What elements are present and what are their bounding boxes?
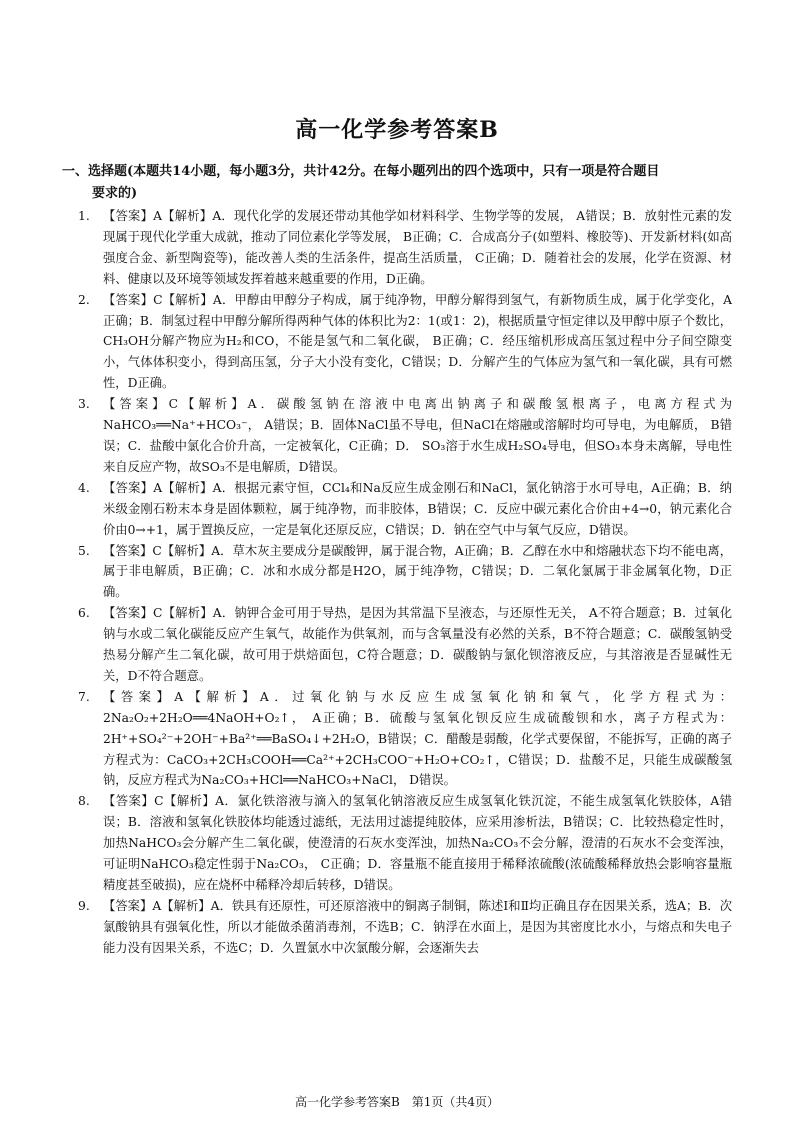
item-text: 【答案】A【解析】A．铁具有还原性，可还原溶液中的铜离子制铜，陈述Ⅰ和Ⅱ均正确且存在因果关系，选A；B．次氯酸钠具有强氧化性，所以才能做杀菌消毒剂，不选B；C．钠浮在水面上，是因为其密度比水小，与熔点和失电子能力没有因果关系，不选C；D．久置氯水中次氯酸分解，会逐渐失去 bbox=[103, 898, 732, 955]
answer-item-2 bbox=[78, 290, 732, 395]
item-number: 9. bbox=[78, 898, 90, 913]
item-number: 6. bbox=[78, 606, 90, 621]
item-text: 【答案】C【解析】A．氯化铁溶液与滴入的氢氧化钠溶液反应生成氢氧化铁沉淀，不能生成氢氧化铁胶体，A错误；B．溶液和氢氧化铁胶体均能透过滤纸，无法用过滤提纯胶体，应采用渗析法，B错误；C．比较热稳定性时，加热NaHCO₃会分解产生二氧化碳，使澄清的石灰水变浑浊，加热Na₂CO₃不会分解，澄清的石灰水不会变浑浊，可证明NaHCO₃稳定性弱于Na₂CO₃， C正确；D．容量瓶不能直接用于稀释浓硫酸(浓硫酸稀释放热会影响容量瓶精度甚至破损)，应在烧杯中稀释冷却后转移，D错误。 bbox=[103, 794, 732, 892]
item-number: 7. bbox=[78, 689, 90, 704]
item-number: 8. bbox=[78, 794, 90, 809]
item-text: 【答案】C【解析】A．碳酸氢钠在溶液中电离出钠离子和碳酸氢根离子，电离方程式为NaHCO₃══Na⁺+HCO₃⁻， A错误；B．固体NaCl虽不导电，但NaCl在熔融或溶解时均可导电，为电解质， B错误；C．盐酸中氯化合价升高，一定被氧化，C正确；D． SO₃溶于水生成H₂SO₄导电，但SO₃本身未离解，导电性来自反应产物，故SO₃不是电解质，D错误。 bbox=[103, 397, 732, 474]
item-text: 【答案】A【解析】A．过氧化钠与水反应生成氢氧化钠和氧气，化学方程式为：2Na₂O₂+2H₂O══4NaOH+O₂↑， A正确；B．硫酸与氢氧化钡反应生成硫酸钡和水，离子方程式为：2H⁺+SO₄²⁻+2OH⁻+Ba²⁺══BaSO₄↓+2H₂O，B错误；C．醋酸是弱酸，化学式要保留，不能拆写，正确的离子方程式为：CaCO₃+2CH₃COOH══Ca²⁺+2CH₃COO⁻+H₂O+CO₂↑，C错误；D．盐酸不足，只能生成碳酸氢钠，反应方程式为Na₂CO₃+HCl══NaHCO₃+NaCl， D错误。 bbox=[103, 689, 732, 788]
answer-item-5 bbox=[78, 541, 732, 604]
answer-item-9 bbox=[78, 896, 732, 959]
item-text: 【答案】C【解析】A．草木灰主要成分是碳酸钾，属于混合物，A正确；B．乙醇在水中和熔融状态下均不能电离，属于非电解质，B正确；C．冰和水成分都是H2O，属于纯净物，C错误；D．二氧化氯属于非金属氧化物，D正确。 bbox=[103, 543, 732, 600]
item-number: 3. bbox=[78, 397, 90, 412]
answer-item-7 bbox=[78, 687, 732, 792]
item-text: 【答案】C【解析】A．钠钾合金可用于导热，是因为其常温下呈液态，与还原性无关， A不符合题意；B．过氧化钠与水或二氧化碳能反应产生氧气，故能作为供氧剂，而与含氧量没有必然的关系，B不符合题意；C．碳酸氢钠受热易分解产生二氧化碳，故可用于烘焙面包，C符合题意；D．碳酸钠与氯化钡溶液反应，与其溶液是否显碱性无关，D不符合题意。 bbox=[103, 606, 732, 683]
section-heading-line1: 一、选择题(本题共14小题，每小题3分，共计42分。在每小题列出的四个选项中，只有一项是符合题目 bbox=[62, 164, 660, 179]
section-heading-line2: 要求的) bbox=[92, 186, 138, 201]
item-text: 【答案】C【解析】A．甲醇由甲醇分子构成，属于纯净物，甲醇分解得到氢气，有新物质生成，属于化学变化，A正确；B．制氢过程中甲醇分解所得两种气体的体积比为2：1(或1：2)，根据质量守恒定律以及甲醇中原子个数比，CH₃OH分解产物应为H₂和CO，不能是氢气和二氧化碳， B正确；C．经压缩机形成高压氢过程中分子间空隙变小，气体体积变小，得到高压氢，分子大小没有变化，C错误；D．分解产生的气体应为氢气和一氧化碳，具有可燃性，D正确。 bbox=[103, 292, 732, 391]
answer-item-1 bbox=[78, 206, 732, 290]
answer-item-3 bbox=[78, 394, 732, 478]
item-text: 【答案】A【解析】A．现代化学的发展还带动其他学如材料科学、生物学等的发展， A错误；B．放射性元素的发现属于现代化学重大成就，推动了同位素化学等发展， B正确；C．合成高分子(如塑料、橡胶等)、开发新材料(如高强度合金、新型陶瓷等)，能改善人类的生活条件，提高生活质量， C正确；D．随着社会的发展，化学在资源、材料、健康以及环境等领域发挥着越来越重要的作用，D正确。 bbox=[103, 209, 732, 286]
page-footer: 高一化学参考答案B 第1页（共4页） bbox=[294, 1095, 500, 1109]
answer-item-8 bbox=[78, 791, 732, 896]
item-number: 5. bbox=[78, 543, 90, 558]
item-text: 【答案】A【解析】A．根据元素守恒，CCl₄和Na反应生成金刚石和NaCl，氯化钠溶于水可导电，A正确；B．纳米级金刚石粉末本身是固体颗粒，属于纯净物，而非胶体，B错误；C．反应中碳元素化合价由+4→0，钠元素化合价由0→+1，属于置换反应，一定是氧化还原反应，C错误；D．钠在空气中与氧气反应，D错误。 bbox=[103, 480, 732, 537]
item-number: 2. bbox=[78, 292, 90, 307]
item-number: 1. bbox=[78, 209, 90, 223]
section-heading bbox=[62, 161, 732, 205]
answer-item-6 bbox=[78, 603, 732, 687]
page-title: 高一化学参考答案B bbox=[295, 117, 499, 143]
answer-list bbox=[78, 206, 732, 959]
answer-item-4 bbox=[78, 478, 732, 541]
item-number: 4. bbox=[78, 480, 90, 495]
